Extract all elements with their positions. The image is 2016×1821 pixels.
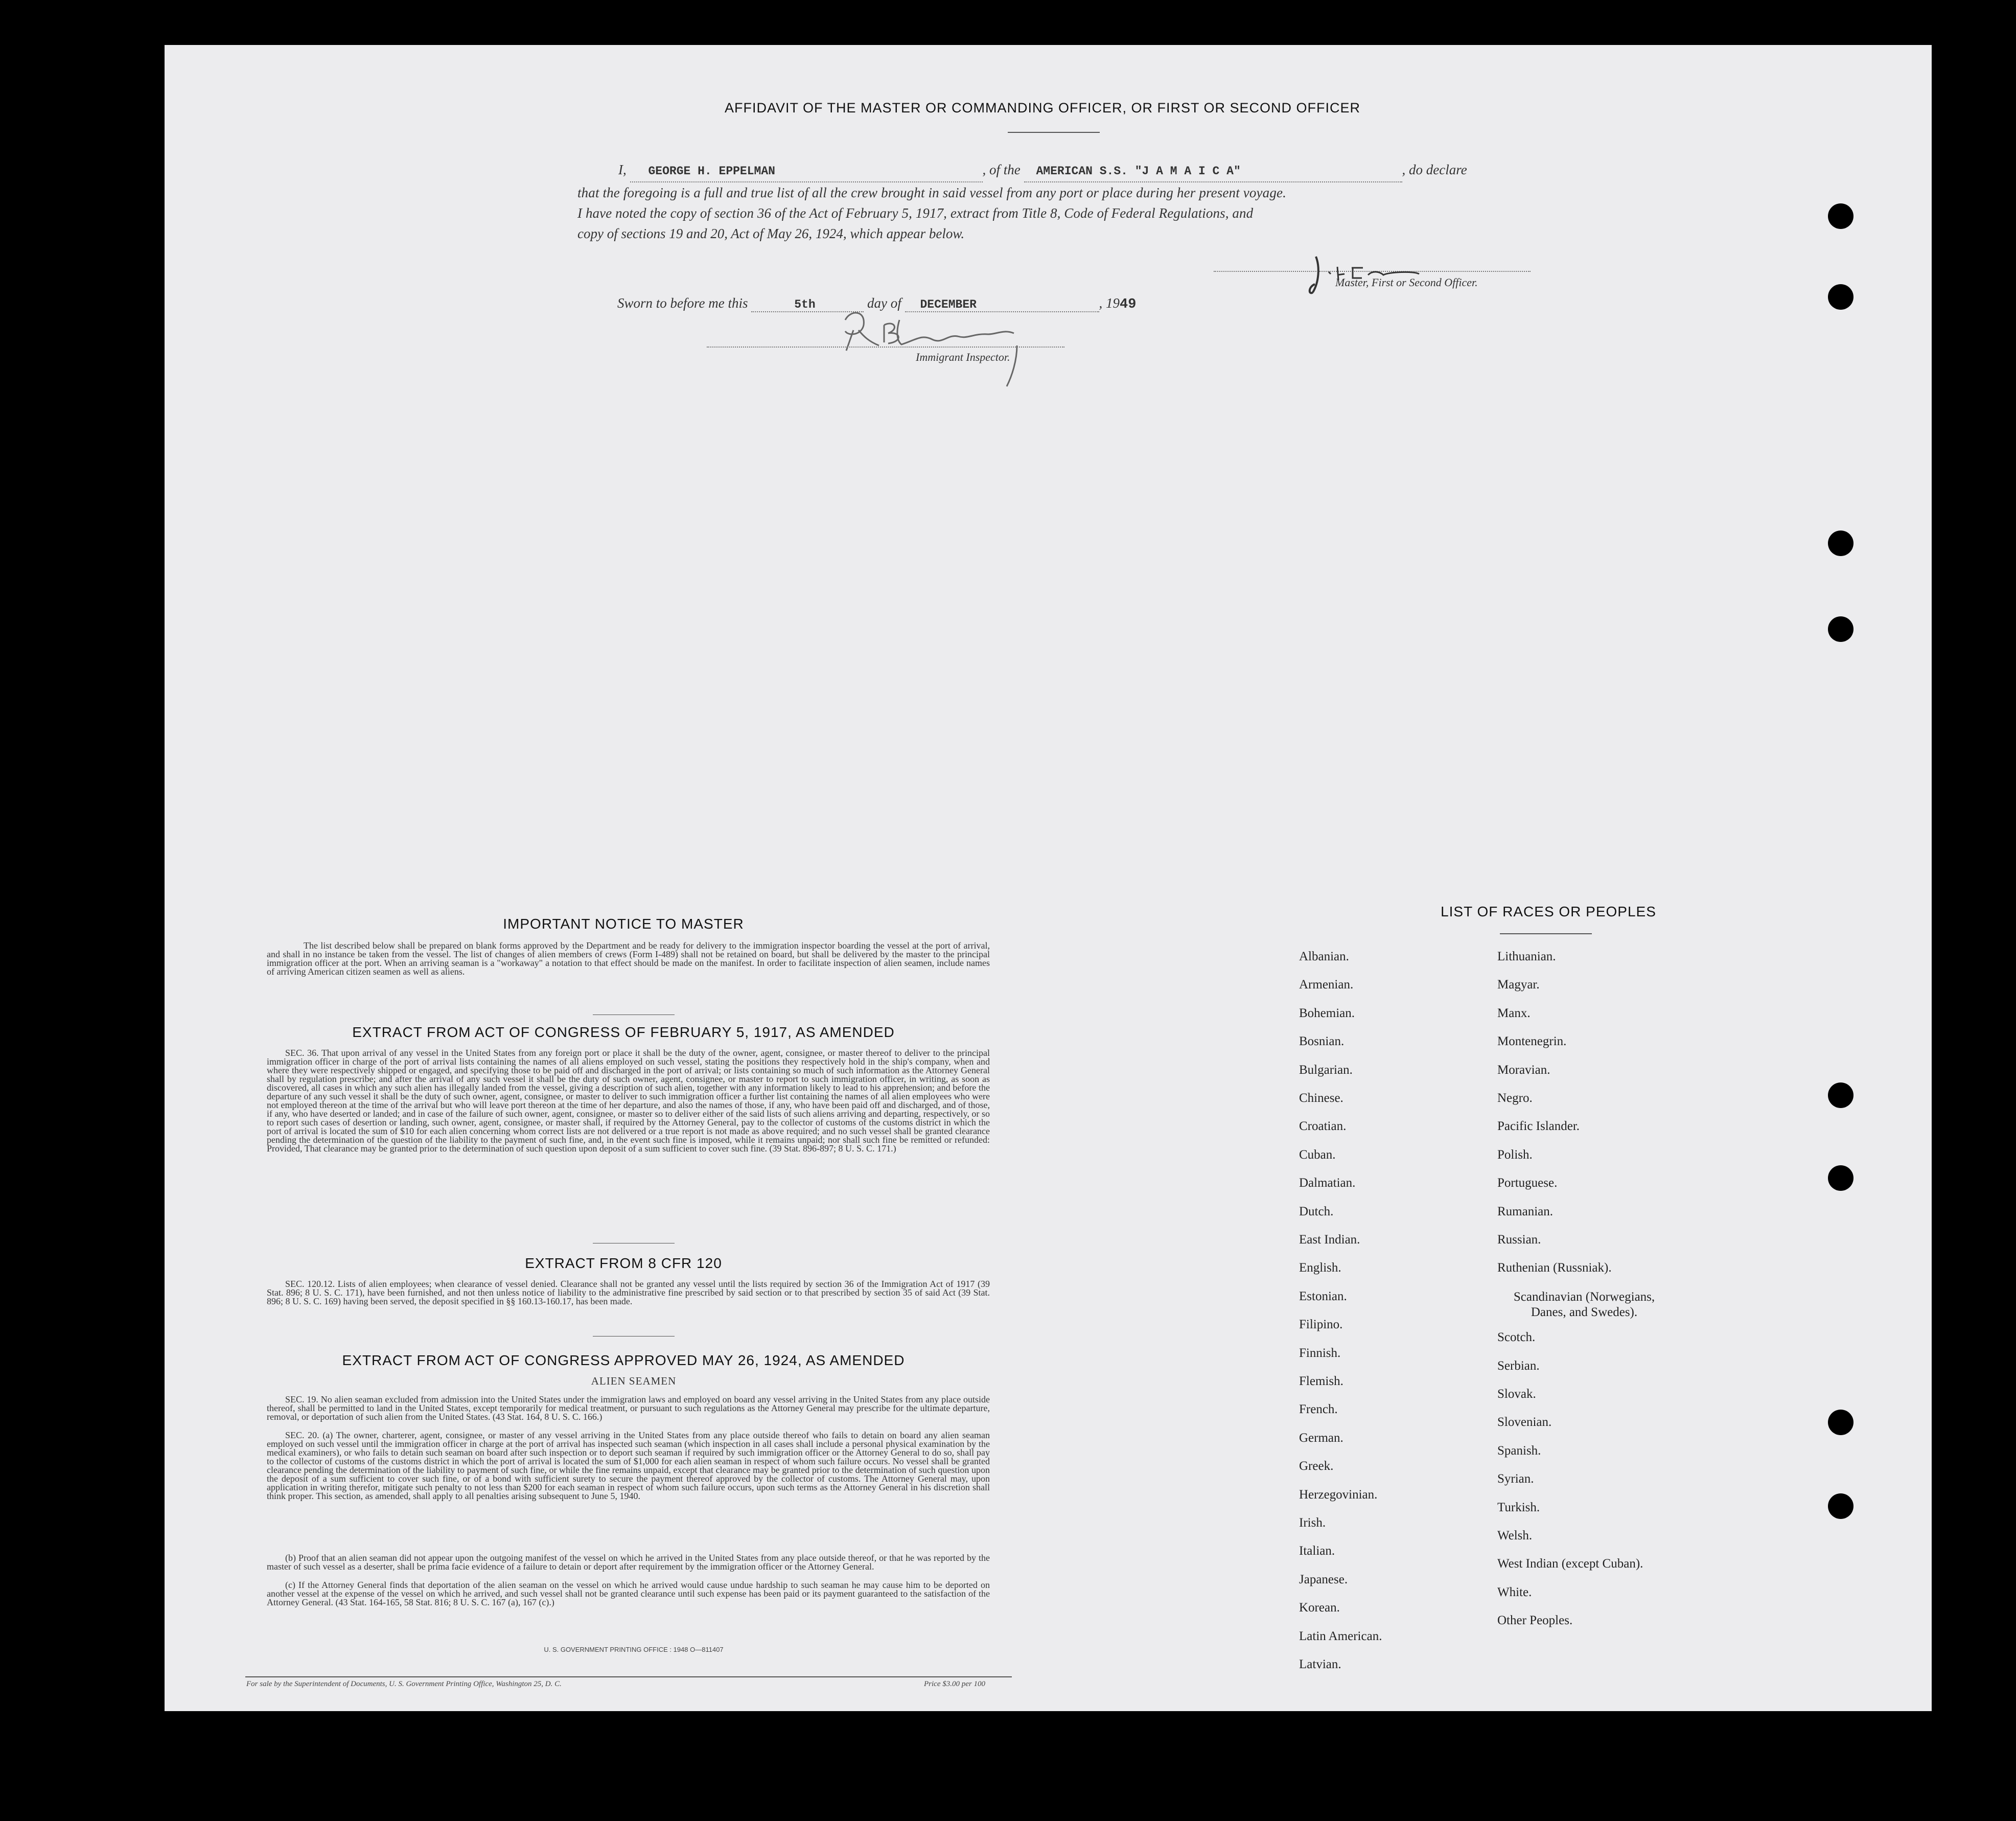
footer-right: Price $3.00 per 100 <box>924 1680 985 1688</box>
binder-hole <box>1828 1165 1853 1191</box>
race-item: Greek. <box>1299 1459 1334 1473</box>
sworn-year-prefix: , 19 <box>1099 295 1120 311</box>
inspector-signature-line <box>707 347 1064 348</box>
extract-cfr-text: SEC. 120.12. Lists of alien employees; when clearance of vessel denied. Clearance shall not be granted any vessel until the lists required by section 36 of the Immigration Act of 1917 (39 Stat. 896; 8 U. S. C. 171), have been furnished, and not then unless notice of liability to the administrative fine prescribed by said section or to that prescribed by section 35 of said Act (39 Stat. 896; 8 U. S. C. 169) having been served, the deposit specified in §§ 160.13-160.17, has been made. <box>267 1279 990 1306</box>
divider <box>1008 132 1100 133</box>
extract-1924-sec20c: (c) If the Attorney General finds that deportation of the alien seaman on the vessel on which he arrived would cause undue hardship to such seaman he may cause him to be deported on another vessel at the expense of the vessel on which he arrived, and such vessel shall not be granted clearance until such expense has been paid or its payment guaranteed to the satisfaction of the Attorney General. (43 Stat. 164-165, 58 Stat. 816; 8 U. S. C. 167 (a), 167 (c).) <box>267 1580 990 1607</box>
race-item: Other Peoples. <box>1497 1613 1573 1627</box>
race-item: Russian. <box>1497 1233 1541 1247</box>
race-item: Dalmatian. <box>1299 1176 1356 1190</box>
race-item: Croatian. <box>1299 1119 1347 1133</box>
race-item: Flemish. <box>1299 1374 1343 1388</box>
sworn-month: DECEMBER <box>920 298 977 311</box>
race-item: Manx. <box>1497 1006 1531 1020</box>
race-item: Italian. <box>1299 1544 1335 1558</box>
race-item: Chinese. <box>1299 1091 1343 1105</box>
race-item: Welsh. <box>1497 1529 1533 1542</box>
extract-1924-sec19: SEC. 19. No alien seaman excluded from admission into the United States under the immigration laws and employed on board any vessel arriving in the United States from any place outside thereof, shall be permitted to land in the United States, except temporarily for medical treatment, or pursuant to such regulations as the Attorney General may prescribe for the ultimate departure, removal, or deportation of such alien from the United States. (43 Stat. 164, 8 U. S. C. 166.) <box>267 1394 990 1422</box>
declaration-line-2: that the foregoing is a full and true list of all the crew brought in said vessel from any port or place during her present voyage. <box>577 185 1287 200</box>
extract-1924-sec20a: SEC. 20. (a) The owner, charterer, agent, consignee, or master of any vessel arriving in the United States from any place outside thereof who fails to detain on board any alien seaman employed on such vessel until the immigration officer in charge at the port of arrival has inspected such seaman (which inspection in all cases shall include a personal physical examination by the medical examiners), or who fails to detain such seaman on board after such inspection or to deport such seaman if required by such immigration officer or the Attorney General to do so, shall pay to the collector of customs of the customs district in which the port of arrival is located the sum of $1,000 for each alien seaman in respect of whom such failure occurs. No vessel shall be granted clearance pending the determination of the liability to payment of such fine, or while the fine remains unpaid, except that clearance may be granted prior to the determination of such question upon the deposit of a sum sufficient to cover such fine, or of a bond with sufficient surety to secure the payment thereof approved by the collector of customs. The Attorney General may, upon application in writing therefor, mitigate such penalty to not less than $200 for each seaman in respect of whom such failure occurs, upon such terms as the Attorney General in his discretion shall think proper. This section, as amended, shall apply to all penalties arising subsequent to June 5, 1940. <box>267 1430 990 1501</box>
race-item: Korean. <box>1299 1601 1340 1615</box>
race-item: Armenian. <box>1299 978 1354 992</box>
day-of-text: day of <box>867 295 901 311</box>
race-item: Negro. <box>1497 1091 1533 1105</box>
gpo-imprint: U. S. GOVERNMENT PRINTING OFFICE : 1948 O—811407 <box>544 1646 724 1653</box>
declaration-line-3: I have noted the copy of section 36 of the Act of February 5, 1917, extract from Title 8, Code of Federal Regulations, and <box>577 205 1254 221</box>
vessel-name: AMERICAN S.S. "J A M A I C A" <box>1036 165 1241 178</box>
master-label: Master, First or Second Officer. <box>1335 276 1478 289</box>
extract-1924-title: EXTRACT FROM ACT OF CONGRESS APPROVED MAY 26, 1924, AS AMENDED <box>342 1352 905 1368</box>
race-item: Albanian. <box>1299 950 1349 963</box>
race-item: German. <box>1299 1431 1343 1445</box>
footer-left: For sale by the Superintendent of Documents, U. S. Government Printing Office, Washington 25, D. C. <box>246 1680 562 1688</box>
race-item: Dutch. <box>1299 1205 1334 1218</box>
race-item: Rumanian. <box>1497 1205 1554 1218</box>
race-item: Scandinavian (Norwegians, Danes, and Swedes). <box>1513 1290 1655 1319</box>
races-title: LIST OF RACES OR PEOPLES <box>1441 904 1656 919</box>
race-item: Magyar. <box>1497 978 1540 992</box>
race-item: Syrian. <box>1497 1472 1534 1486</box>
race-item: Herzegovinian. <box>1299 1488 1378 1502</box>
race-item: Moravian. <box>1497 1063 1550 1077</box>
race-item: English. <box>1299 1261 1341 1275</box>
master-name: GEORGE H. EPPELMAN <box>648 165 775 178</box>
race-item: Latvian. <box>1299 1657 1341 1671</box>
extract-cfr-title: EXTRACT FROM 8 CFR 120 <box>525 1255 722 1271</box>
race-item: Polish. <box>1497 1148 1533 1162</box>
master-name-field <box>630 161 983 182</box>
race-item: East Indian. <box>1299 1233 1360 1247</box>
binder-hole <box>1828 531 1853 556</box>
race-item: Turkish. <box>1497 1501 1540 1514</box>
divider <box>1500 933 1592 934</box>
binder-hole <box>1828 1082 1853 1108</box>
race-item: Japanese. <box>1299 1573 1348 1586</box>
race-item: Portuguese. <box>1497 1176 1558 1190</box>
race-item: Bulgarian. <box>1299 1063 1353 1077</box>
race-item: Slovak. <box>1497 1387 1536 1401</box>
race-item: Bosnian. <box>1299 1034 1345 1048</box>
race-item: Irish. <box>1299 1516 1326 1530</box>
race-item: Spanish. <box>1497 1444 1541 1458</box>
race-item: Pacific Islander. <box>1497 1119 1580 1133</box>
race-item: French. <box>1299 1402 1338 1416</box>
sworn-day: 5th <box>794 298 816 311</box>
race-item: Estonian. <box>1299 1289 1347 1303</box>
extract-1924-subtitle: ALIEN SEAMEN <box>591 1375 677 1387</box>
extract-1924-sec20b: (b) Proof that an alien seaman did not appear upon the outgoing manifest of the vessel on which he arrived in the United States from any place outside thereof, or that he was reported by the master of such vessel as a deserter, shall be prima facie evidence of a failure to detain or deport after requirement by the immigration officer or the Attorney General. <box>267 1553 990 1572</box>
notice-title: IMPORTANT NOTICE TO MASTER <box>503 916 744 932</box>
vessel-name-field <box>1024 161 1402 182</box>
affidavit-title: AFFIDAVIT OF THE MASTER OR COMMANDING OFFICER, OR FIRST OR SECOND OFFICER <box>724 100 1361 116</box>
binder-hole <box>1828 1410 1853 1435</box>
race-item: Serbian. <box>1497 1359 1540 1373</box>
binder-hole <box>1828 203 1853 229</box>
affidavit-declaration <box>577 159 1533 244</box>
notice-text: The list described below shall be prepared on blank forms approved by the Department and be ready for delivery to the immigration inspector boarding the vessel at the port of arrival, and shall in no instance be taken from the vessel. The list of changes of alien members of crews (Form I-489) shall not be retained on board, but shall be delivered by the master to the principal immigration officer at the port. When an arriving seaman is a "workaway" a notation to that effect should be made on the manifest. In order to facilitate inspection of alien seamen, include names of arriving American citizen seamen as well as aliens. <box>267 940 990 977</box>
race-item: Cuban. <box>1299 1148 1336 1162</box>
race-item: Filipino. <box>1299 1318 1343 1331</box>
extract-1917-title: EXTRACT FROM ACT OF CONGRESS OF FEBRUARY 5, 1917, AS AMENDED <box>352 1024 895 1040</box>
declaration-prefix: I, <box>618 162 627 177</box>
of-the-text: , of the <box>982 162 1021 177</box>
inspector-label: Immigrant Inspector. <box>916 351 1010 363</box>
race-item: Ruthenian (Russniak). <box>1497 1261 1612 1275</box>
do-declare-text: , do declare <box>1402 162 1467 177</box>
race-item: Finnish. <box>1299 1346 1341 1360</box>
race-item: Latin American. <box>1299 1629 1382 1643</box>
race-item: Slovenian. <box>1497 1415 1552 1429</box>
sworn-year: 49 <box>1120 297 1137 312</box>
extract-1917-text: SEC. 36. That upon arrival of any vessel in the United States from any foreign port or place it shall be the duty of the owner, agent, consignee, or master thereof to deliver to the principal immigration officer in charge of the port of arrival lists containing the names of all aliens employed on such vessel, stating the positions they respectively hold in the ship's company, when and where they were respectively shipped or engaged, and specifying those to be paid off and discharged in the port of arrival; or lists containing so much of such information as the Attorney General shall by regulation prescribe; and after the arrival of any such vessel it shall be the duty of such owner, agent, consignee, or master to report to such immigration officer, in writing, as soon as discovered, all cases in which any such alien has illegally landed from the vessel, giving a description of such alien, together with any information likely to lead to his apprehension; and before the departure of any such vessel it shall be the duty of such owner, agent, consignee, or master to deliver to such immigration officer a further list containing the names of all alien employees who were not employed thereon at the time of the arrival but who will leave port thereon at the time of her departure, and also the names of those, if any, who have been paid off and discharged, and of those, if any, who have deserted or landed; and in case of the failure of such owner, agent, consignee, or master so to deliver either of the said lists of such aliens arriving and departing, respectively, or so to report such cases of desertion or landing, such owner, agent, consignee, or master shall, if required by the Attorney General, pay to the collector of customs of the customs district in which the port of arrival is located the sum of $10 for each alien concerning whom correct lists are not delivered or a true report is not made as above required; and no such vessel shall be granted clearance pending the determination of the question of the liability to the payment of such fine, and, in the event such fine is imposed, while it remains unpaid; nor shall such fine be remitted or refunded: Provided, That clearance may be granted prior to the determination of such question upon deposit of a sum sufficient to cover such fine. (39 Stat. 896-897; 8 U. S. C. 171.) <box>267 1048 990 1154</box>
sworn-prefix: Sworn to before me this <box>617 295 748 311</box>
binder-hole <box>1828 284 1853 310</box>
race-item: Montenegrin. <box>1497 1034 1567 1048</box>
race-item: White. <box>1497 1585 1532 1599</box>
binder-hole <box>1828 1493 1853 1519</box>
race-item: West Indian (except Cuban). <box>1497 1557 1643 1571</box>
footer-divider <box>245 1676 1012 1677</box>
race-item: Scotch. <box>1497 1330 1536 1344</box>
race-item: Bohemian. <box>1299 1006 1355 1020</box>
master-signature <box>1306 251 1459 298</box>
binder-hole <box>1828 616 1853 642</box>
declaration-line-4: copy of sections 19 and 20, Act of May 26, 1924, which appear below. <box>577 226 965 241</box>
race-item: Lithuanian. <box>1497 950 1556 963</box>
